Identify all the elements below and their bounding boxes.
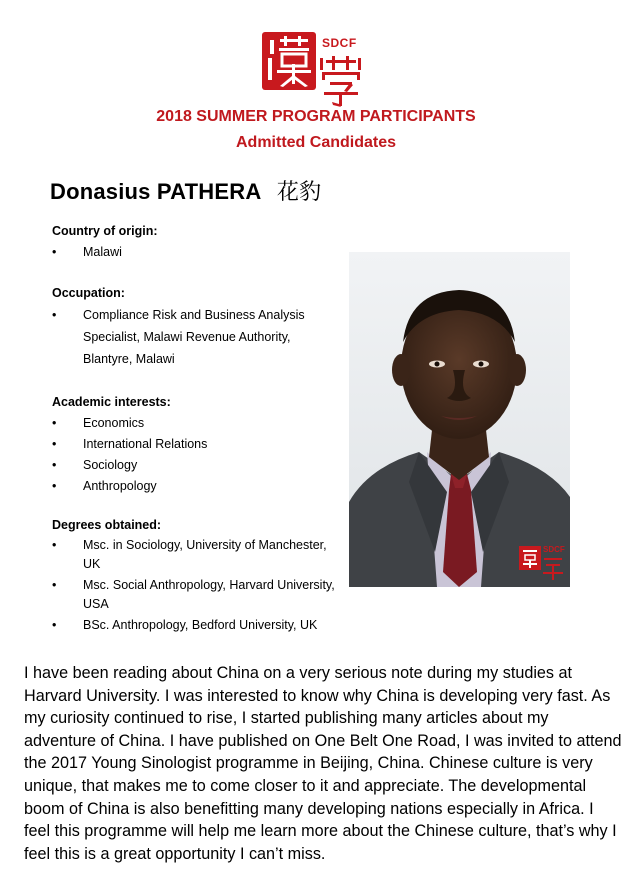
interest-item: • Anthropology <box>52 476 342 497</box>
country-section <box>52 224 342 263</box>
participant-name-chinese: 花豹 <box>276 180 322 205</box>
participant-photo <box>349 252 570 587</box>
degrees-section <box>52 518 342 637</box>
occupation-label: Occupation: <box>52 286 125 300</box>
logo-brand-text: SDCF <box>322 36 357 50</box>
interest-item: • International Relations <box>52 434 342 455</box>
degrees-label: Degrees obtained: <box>52 518 162 532</box>
participant-name <box>50 175 321 206</box>
svg-text:SDCF: SDCF <box>543 545 565 554</box>
interests-label: Academic interests: <box>52 395 171 409</box>
interest-item: • Sociology <box>52 455 342 476</box>
degree-item: • Msc. in Sociology, University of Manchester, UK <box>52 536 342 574</box>
sdcf-logo <box>262 32 372 108</box>
participant-name-latin: Donasius PATHERA <box>50 179 261 204</box>
page-title: 2018 SUMMER PROGRAM PARTICIPANTS <box>156 108 476 125</box>
country-label: Country of origin: <box>52 224 158 238</box>
country-item: • Malawi <box>52 242 342 263</box>
photo-watermark-logo <box>519 540 567 584</box>
page-subtitle: Admitted Candidates <box>235 134 396 151</box>
degree-item: • BSc. Anthropology, Bedford University, UK <box>52 616 342 635</box>
interests-section <box>52 395 342 497</box>
occupation-item: • Compliance Risk and Business Analysis Specialist, Malawi Revenue Authority, Blantyre, Malawi <box>52 304 342 370</box>
seal-glyph-icon <box>262 32 316 90</box>
degree-item: • Msc. Social Anthropology, Harvard University, USA <box>52 576 342 614</box>
personal-statement: I have been reading about China on a very serious note during my studies at Harvard University. I was interested to know why China is developing very fast. As my curiosity continued to rise, I started publishing many articles about my adventure of China. I have published on One Belt One Road, I was invited to attend the 2017 Young Sinologist programme in Beijing, China. Chinese culture is very unique, that makes me to come closer to it and appreciate. The developmental boom of China is also benefitting many developing nations especially in Africa. I feel this programme will help me learn more about the Chinese culture, that’s why I feel this is a great opportunity I can’t miss. <box>24 664 622 863</box>
xue-glyph-icon <box>314 54 368 108</box>
occupation-section <box>52 286 342 370</box>
interest-item: • Economics <box>52 413 342 434</box>
